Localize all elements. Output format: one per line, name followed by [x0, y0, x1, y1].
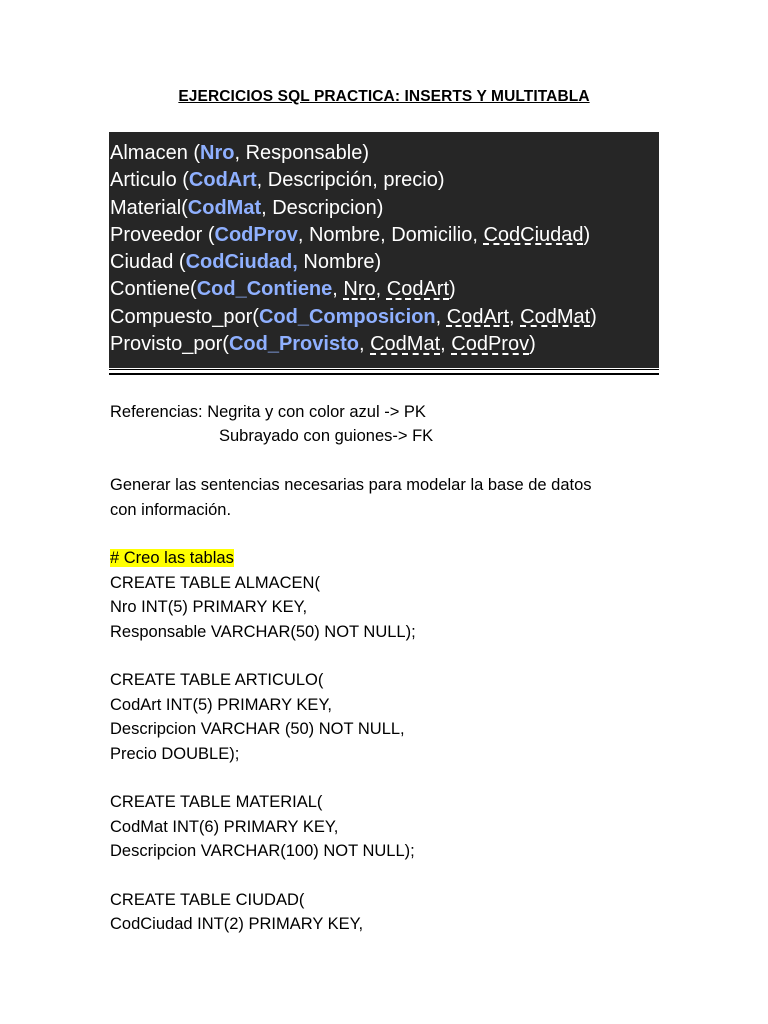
- schema-row-compuesto-por: [110, 304, 659, 331]
- schema-text: ): [583, 223, 591, 246]
- schema-row-ciudad: [110, 249, 659, 276]
- schema-text: Almacen (: [110, 142, 201, 164]
- schema-row-provisto-por: [110, 331, 659, 358]
- highlighted-comment: # Creo las tablas: [110, 549, 234, 568]
- schema-text: Articulo (: [110, 169, 189, 192]
- schema-text: Ciudad (: [110, 251, 186, 274]
- document-title: EJERCICIOS SQL PRACTICA: INSERTS Y MULTITABLA: [178, 88, 590, 105]
- schema-text: , Responsable): [234, 142, 370, 164]
- schema-text: ,: [440, 333, 452, 356]
- schema-text: ,: [332, 278, 344, 301]
- schema-pk: Cod_Provisto: [228, 333, 359, 356]
- schema-box: [109, 132, 659, 368]
- schema-text: ,: [358, 333, 371, 356]
- schema-pk: CodProv: [214, 223, 298, 246]
- schema-fk: CodMat: [370, 333, 441, 356]
- schema-fk: Nro: [343, 278, 376, 301]
- schema-row-articulo: [110, 167, 659, 194]
- divider: [109, 373, 659, 375]
- code-line: CREATE TABLE MATERIAL(: [110, 793, 323, 812]
- schema-text: , Nombre, Domicilio,: [297, 223, 484, 246]
- schema-fk: CodCiudad: [483, 223, 584, 246]
- schema-text: , Descripción, precio): [256, 169, 445, 192]
- schema-pk: CodMat: [187, 196, 262, 219]
- schema-text: ): [590, 305, 597, 328]
- schema-pk: Cod_Composicion: [258, 305, 436, 328]
- schema-text: ): [449, 278, 456, 301]
- schema-pk: CodCiudad,: [185, 251, 298, 274]
- schema-fk: CodArt: [446, 305, 510, 328]
- schema-row-almacen: [110, 140, 659, 167]
- references-line: Referencias: Negrita y con color azul -> PK: [110, 403, 426, 421]
- code-line: CodMat INT(6) PRIMARY KEY,: [110, 817, 339, 836]
- schema-text: ,: [435, 305, 447, 328]
- schema-fk: CodProv: [451, 333, 530, 356]
- code-line: CREATE TABLE ALMACEN(: [110, 573, 320, 592]
- schema-row-material: [110, 195, 659, 222]
- code-line: Precio DOUBLE);: [110, 744, 240, 763]
- schema-text: ,: [375, 278, 387, 301]
- code-line: Descripcion VARCHAR (50) NOT NULL,: [110, 720, 405, 739]
- code-line: Nro INT(5) PRIMARY KEY,: [110, 598, 308, 617]
- references-line: Subrayado con guiones-> FK: [219, 427, 434, 446]
- instruction-line: Generar las sentencias necesarias para modelar la base de datos: [110, 476, 592, 495]
- schema-text: , Descripcion): [261, 196, 384, 219]
- references: [110, 400, 670, 937]
- schema-fk: CodMat: [520, 305, 591, 328]
- code-line: CREATE TABLE ARTICULO(: [110, 671, 324, 690]
- schema-text: Provisto_por(: [110, 333, 229, 356]
- schema-pk: Nro: [200, 142, 235, 164]
- schema-text: ,: [509, 305, 521, 328]
- schema-pk: Cod_Contiene: [196, 278, 333, 301]
- schema-text: Proveedor (: [110, 223, 215, 246]
- schema-fk: CodArt: [386, 278, 450, 301]
- schema-pk: CodArt: [188, 169, 257, 192]
- schema-text: ): [529, 333, 536, 356]
- schema-text: Material(: [110, 196, 188, 219]
- schema-row-contiene: [110, 276, 659, 303]
- schema-text: Contiene(: [110, 278, 197, 301]
- code-line: CodCiudad INT(2) PRIMARY KEY,: [110, 915, 364, 934]
- code-line: CREATE TABLE CIUDAD(: [110, 891, 305, 910]
- schema-text: Nombre): [297, 251, 382, 274]
- code-line: Descripcion VARCHAR(100) NOT NULL);: [110, 842, 415, 861]
- instruction-line: con información.: [110, 500, 232, 519]
- code-line: CodArt INT(5) PRIMARY KEY,: [110, 695, 332, 714]
- schema-text: Compuesto_por(: [110, 305, 259, 328]
- schema-row-proveedor: [110, 222, 659, 249]
- code-comment: [110, 546, 670, 570]
- divider: [109, 369, 659, 370]
- code-line: Responsable VARCHAR(50) NOT NULL);: [110, 622, 416, 641]
